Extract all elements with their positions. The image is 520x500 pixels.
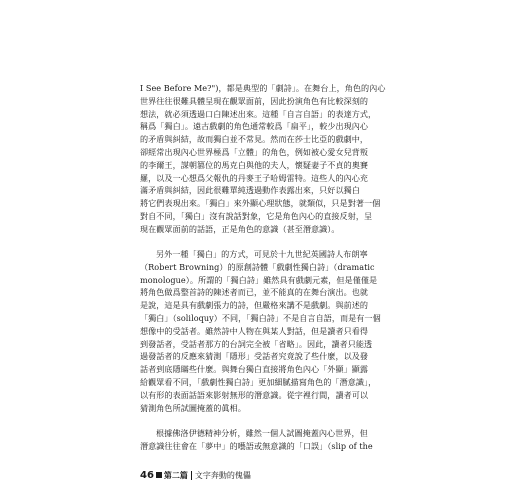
text-line: 「獨白」（soliloquy）不同，「獨白詩」不是自言自語，而是有一個 bbox=[140, 313, 381, 324]
book-title: 文字奔動的傀儡 bbox=[194, 470, 251, 480]
paragraph-gap bbox=[140, 236, 405, 249]
text-line: 以有形的表面話語來影射無形的潛意識。從字裡行間，讀者可以 bbox=[140, 389, 369, 400]
paragraph-2 bbox=[140, 248, 405, 414]
text-line: 的矛盾與糾結，故而獨白並不常見。然而在莎士比亞的戲劇中， bbox=[140, 134, 369, 145]
text-line: （Robert Browning）的原創詩體「戲劇性獨白詩」（dramatic bbox=[140, 261, 375, 272]
paragraph-1 bbox=[140, 82, 405, 236]
paragraph-3 bbox=[140, 427, 405, 453]
text-line: 想法，就必須透過口白陳述出來。這種「自言自語」的表達方式， bbox=[140, 108, 377, 119]
text-line: I See Before Me?")，都是典型的「劇詩」。在舞台上，角色的內心 bbox=[140, 83, 386, 93]
text-line: 到發話者，受話者那方的台詞完全被「省略」。因此，讀者只能透 bbox=[140, 338, 373, 349]
page-footer bbox=[140, 468, 251, 482]
divider bbox=[191, 471, 192, 480]
text-line: 滿矛盾與糾結，因此很難單純透過動作表露出來，只好以獨白 bbox=[140, 185, 360, 196]
text-line: 潛意識往往會在「夢中」的囈語或無意識的「口誤」（slip of the bbox=[140, 440, 373, 451]
text-line: 是說，這是具有戲劇張力的詩，但嚴格來講不是戲劇。與前述的 bbox=[140, 300, 369, 311]
text-line: 卻經常出現內心世界極爲「立體」的角色，例如被心愛女兒背叛 bbox=[140, 146, 369, 157]
text-line: monologue）。所謂的「獨白詩」雖然具有戲劇元素，但是僅僅是 bbox=[140, 274, 378, 285]
body-text bbox=[140, 82, 405, 453]
text-line: 將它們表現出來。「獨白」來外顯心理狀態，就類似，只是對著一個 bbox=[140, 198, 381, 209]
text-line: 過發話者的反應來猜測「隱形」受話者究竟說了些什麼，以及發 bbox=[140, 351, 369, 362]
text-line: 世界往往很難具體呈現在觀眾面前，因此扮演角色有比較深刻的 bbox=[140, 95, 369, 106]
text-line: 的李爾王，謀朝篡位的馬克白與他的夫人，懷疑妻子不貞的奧賽 bbox=[140, 159, 369, 170]
text-line: 稱爲「獨白」。遠古戲劇的角色通常較爲「扁平」，較少出現內心 bbox=[140, 121, 369, 132]
text-line: 猜測角色所試圖掩蓋的眞相。 bbox=[140, 402, 246, 413]
text-line: 根據佛洛伊德精神分析，雖然一個人試圖掩蓋內心世界，但 bbox=[156, 427, 368, 438]
paragraph-gap bbox=[140, 414, 405, 427]
text-line: 羅，以及一心想爲父報仇的丹麥王子哈姆雷特。這些人的內心充 bbox=[140, 172, 369, 183]
text-line: 現在觀眾面前的話語，正是角色的意識（甚至潛意識）。 bbox=[140, 223, 340, 234]
text-line: 另外一種「獨白」的方式，可見於十九世紀英國詩人布朗寧 bbox=[156, 249, 368, 260]
page-number: 46 bbox=[140, 469, 154, 481]
text-line: 給觀眾看不同，「戲劇性獨白詩」更加細膩描寫角色的「潛意識」， bbox=[140, 377, 377, 388]
text-line: 話者到底隱瞞些什麼。與舞台獨白直接將角色內心「外顯」顯露 bbox=[140, 364, 369, 375]
part-label: 第二篇 bbox=[163, 470, 188, 480]
text-line: 將角色做爲整首詩的陳述者而已，並不能真的在舞台演出。也就 bbox=[140, 287, 369, 298]
square-bullet-icon bbox=[156, 472, 162, 478]
text-line: 對自不同，「獨白」沒有說話對象，它是角色內心的直接反射，呈 bbox=[140, 210, 373, 221]
text-line: 想像中的受話者。雖然詩中人物在與某人對話，但是讀者只看得 bbox=[140, 325, 369, 336]
